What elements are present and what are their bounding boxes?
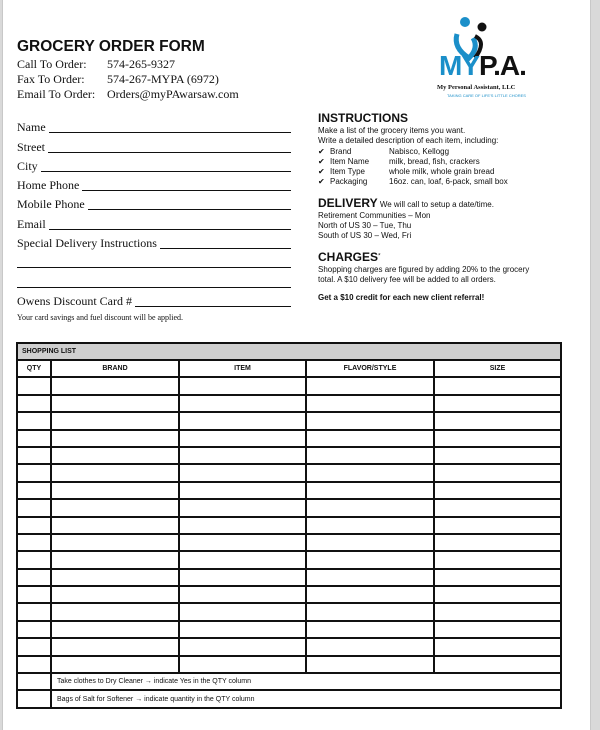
email-line[interactable] (49, 229, 291, 230)
flavor-cell[interactable] (306, 377, 434, 394)
brand-cell[interactable] (51, 499, 179, 516)
contact-label: Call To Order: (17, 57, 87, 71)
brand-cell[interactable] (51, 395, 179, 412)
logo-subtitle: My Personal Assistant, LLC (437, 84, 516, 91)
table-row (17, 499, 561, 516)
mobile-phone-field[interactable] (17, 193, 291, 212)
blank-line[interactable] (17, 287, 291, 288)
table-row (17, 430, 561, 447)
item-value: 16oz. can, loaf, 6-pack, small box (389, 177, 508, 187)
flavor-cell[interactable] (306, 517, 434, 534)
item-key: Packaging (330, 177, 368, 187)
logo-tagline: TAKING CARE OF LIFE'S LITTLE CHORES (447, 93, 526, 98)
flavor-cell[interactable] (306, 586, 434, 603)
street-line[interactable] (48, 152, 291, 153)
blank-line[interactable] (17, 267, 291, 268)
contact-call (17, 57, 175, 72)
table-row (17, 447, 561, 464)
qty-cell[interactable] (17, 551, 51, 568)
discount-card-field[interactable] (17, 290, 291, 309)
brand-cell[interactable] (51, 517, 179, 534)
referral-text: Get a $10 credit for each new client referral! (318, 293, 485, 303)
shopping-list-title: SHOPPING LIST (17, 343, 561, 360)
contact-fax (17, 72, 219, 87)
charges-text: Shopping charges are figured by adding 20% to the grocery total. A $10 delivery fee will be added to all orders. (318, 264, 530, 284)
brand-cell[interactable] (51, 464, 179, 481)
field-label: Home Phone (17, 178, 80, 193)
dry-cleaner-text: Take clothes to Dry Cleaner → indicate Yes in the QTY column (51, 673, 561, 690)
flavor-cell[interactable] (306, 447, 434, 464)
qty-cell[interactable] (17, 377, 51, 394)
brand-cell[interactable] (51, 447, 179, 464)
flavor-cell[interactable] (306, 551, 434, 568)
contact-value: 574-267-MYPA (6972) (107, 72, 219, 86)
item-cell[interactable] (179, 499, 306, 516)
item-cell[interactable] (179, 534, 306, 551)
item-cell[interactable] (179, 377, 306, 394)
col-size: SIZE (434, 360, 561, 377)
brand-cell[interactable] (51, 534, 179, 551)
table-row (17, 621, 561, 638)
brand-cell[interactable] (51, 586, 179, 603)
delivery-line: South of US 30 – Wed, Fri (318, 231, 412, 241)
contact-value: Orders@myPAwarsaw.com (107, 87, 239, 101)
col-item: ITEM (179, 360, 306, 377)
flavor-cell[interactable] (306, 464, 434, 481)
table-row (17, 638, 561, 655)
brand-cell[interactable] (51, 412, 179, 429)
size-cell[interactable] (434, 621, 561, 638)
qty-cell[interactable] (17, 464, 51, 481)
home-phone-line[interactable] (82, 190, 291, 191)
logo-my: MY (439, 50, 479, 81)
size-cell[interactable] (434, 551, 561, 568)
info-column (318, 111, 578, 304)
contact-label: Email To Order: (17, 87, 96, 101)
flavor-cell[interactable] (306, 603, 434, 620)
checklist-item (318, 147, 578, 157)
item-key: Brand (330, 146, 352, 156)
flavor-cell[interactable] (306, 656, 434, 673)
item-key: Item Name (330, 156, 370, 166)
contact-value: 574-265-9327 (107, 57, 175, 71)
instructions-heading: INSTRUCTIONS (318, 111, 408, 125)
brand-cell[interactable] (51, 569, 179, 586)
checklist-item (318, 157, 578, 167)
item-cell[interactable] (179, 412, 306, 429)
qty-cell[interactable] (17, 430, 51, 447)
qty-cell[interactable] (17, 690, 51, 707)
brand-cell[interactable] (51, 551, 179, 568)
qty-cell[interactable] (17, 412, 51, 429)
form-title: GROCERY ORDER FORM (17, 38, 205, 55)
size-cell[interactable] (434, 499, 561, 516)
field-label: City (17, 158, 38, 173)
item-cell[interactable] (179, 517, 306, 534)
brand-cell[interactable] (51, 638, 179, 655)
salt-text: Bags of Salt for Softener → indicate quantity in the QTY column (51, 690, 561, 707)
delivery-line: North of US 30 – Tue, Thu (318, 221, 412, 231)
salt-row (17, 690, 561, 707)
qty-cell[interactable] (17, 499, 51, 516)
item-value: milk, bread, fish, crackers (389, 156, 480, 166)
customer-fields (17, 116, 291, 322)
field-label: Owens Discount Card # (17, 293, 132, 308)
size-cell[interactable] (434, 586, 561, 603)
item-cell[interactable] (179, 482, 306, 499)
item-cell[interactable] (179, 569, 306, 586)
brand-cell[interactable] (51, 377, 179, 394)
col-flavor: FLAVOR/STYLE (306, 360, 434, 377)
delivery-heading: DELIVERY (318, 195, 378, 210)
instructions-text: Make a list of the grocery items you want. (318, 126, 466, 135)
size-cell[interactable] (434, 482, 561, 499)
email-field[interactable] (17, 212, 291, 231)
item-cell[interactable] (179, 603, 306, 620)
special-instructions-field[interactable] (17, 232, 291, 251)
table-row (17, 603, 561, 620)
size-cell[interactable] (434, 638, 561, 655)
size-cell[interactable] (434, 656, 561, 673)
city-line[interactable] (41, 171, 291, 172)
name-field[interactable] (17, 116, 291, 135)
item-value: Nabisco, Kellogg (389, 146, 450, 156)
item-value: whole milk, whole grain bread (389, 167, 495, 177)
table-row (17, 551, 561, 568)
item-cell[interactable] (179, 447, 306, 464)
flavor-cell[interactable] (306, 412, 434, 429)
field-label: Special Delivery Instructions (17, 236, 157, 251)
size-cell[interactable] (434, 517, 561, 534)
table-row (17, 377, 561, 394)
flavor-cell[interactable] (306, 395, 434, 412)
qty-cell[interactable] (17, 447, 51, 464)
qty-cell[interactable] (17, 656, 51, 673)
dry-cleaner-row (17, 673, 561, 690)
qty-cell[interactable] (17, 621, 51, 638)
item-cell[interactable] (179, 621, 306, 638)
flavor-cell[interactable] (306, 499, 434, 516)
item-cell[interactable] (179, 551, 306, 568)
flavor-cell[interactable] (306, 482, 434, 499)
size-cell[interactable] (434, 534, 561, 551)
discount-note: Your card savings and fuel discount will be applied. (17, 312, 184, 322)
delivery-sub: We will call to setup a date/time. (379, 199, 494, 209)
field-label: Street (17, 139, 45, 154)
table-row (17, 482, 561, 499)
charges-asterisk: * (378, 252, 381, 260)
item-key: Item Type (330, 167, 365, 177)
home-phone-field[interactable] (17, 174, 291, 193)
table-row (17, 464, 561, 481)
qty-cell[interactable] (17, 534, 51, 551)
brand-cell[interactable] (51, 621, 179, 638)
flavor-cell[interactable] (306, 534, 434, 551)
col-brand: BRAND (51, 360, 179, 377)
qty-cell[interactable] (17, 586, 51, 603)
qty-cell[interactable] (17, 603, 51, 620)
item-cell[interactable] (179, 586, 306, 603)
discount-card-line[interactable] (135, 306, 291, 307)
flavor-cell[interactable] (306, 638, 434, 655)
field-label: Name (17, 120, 46, 135)
size-cell[interactable] (434, 430, 561, 447)
shopping-list-table (16, 342, 562, 709)
size-cell[interactable] (434, 377, 561, 394)
qty-cell[interactable] (17, 482, 51, 499)
instructions-text: Write a detailed description of each item, including: (318, 136, 499, 146)
city-field[interactable] (17, 155, 291, 174)
size-cell[interactable] (434, 569, 561, 586)
contact-email (17, 87, 239, 102)
item-cell[interactable] (179, 395, 306, 412)
qty-cell[interactable] (17, 638, 51, 655)
mypa-logo (435, 16, 565, 106)
check-icon: ✔ (318, 167, 325, 177)
charges-heading: CHARGES (318, 249, 379, 264)
field-label: Email (17, 216, 46, 231)
table-row (17, 586, 561, 603)
table-row (17, 656, 561, 673)
item-cell[interactable] (179, 638, 306, 655)
checklist-item (318, 167, 578, 177)
size-cell[interactable] (434, 412, 561, 429)
brand-cell[interactable] (51, 603, 179, 620)
size-cell[interactable] (434, 464, 561, 481)
brand-cell[interactable] (51, 482, 179, 499)
table-row (17, 569, 561, 586)
item-cell[interactable] (179, 656, 306, 673)
flavor-cell[interactable] (306, 430, 434, 447)
brand-cell[interactable] (51, 430, 179, 447)
size-cell[interactable] (434, 395, 561, 412)
mobile-phone-line[interactable] (88, 209, 291, 210)
field-label: Mobile Phone (17, 197, 85, 212)
size-cell[interactable] (434, 447, 561, 464)
contact-label: Fax To Order: (17, 72, 85, 86)
col-qty: QTY (17, 360, 51, 377)
flavor-cell[interactable] (306, 621, 434, 638)
name-line[interactable] (49, 132, 291, 133)
item-cell[interactable] (179, 464, 306, 481)
special-instructions-line-2[interactable] (17, 251, 291, 270)
qty-cell[interactable] (17, 395, 51, 412)
table-row (17, 395, 561, 412)
special-instructions-line-3[interactable] (17, 270, 291, 289)
table-row (17, 412, 561, 429)
item-cell[interactable] (179, 430, 306, 447)
check-icon: ✔ (318, 146, 325, 156)
brand-cell[interactable] (51, 656, 179, 673)
check-icon: ✔ (318, 156, 325, 166)
qty-cell[interactable] (17, 673, 51, 690)
check-icon: ✔ (318, 177, 325, 187)
size-cell[interactable] (434, 603, 561, 620)
qty-cell[interactable] (17, 569, 51, 586)
order-form-page (2, 0, 591, 730)
checklist-item (318, 177, 578, 187)
table-row (17, 534, 561, 551)
street-field[interactable] (17, 135, 291, 154)
qty-cell[interactable] (17, 517, 51, 534)
logo-pa: P.A. (479, 50, 526, 81)
special-instructions-line[interactable] (160, 248, 291, 249)
flavor-cell[interactable] (306, 569, 434, 586)
delivery-line: Retirement Communities – Mon (318, 210, 431, 220)
table-row (17, 517, 561, 534)
